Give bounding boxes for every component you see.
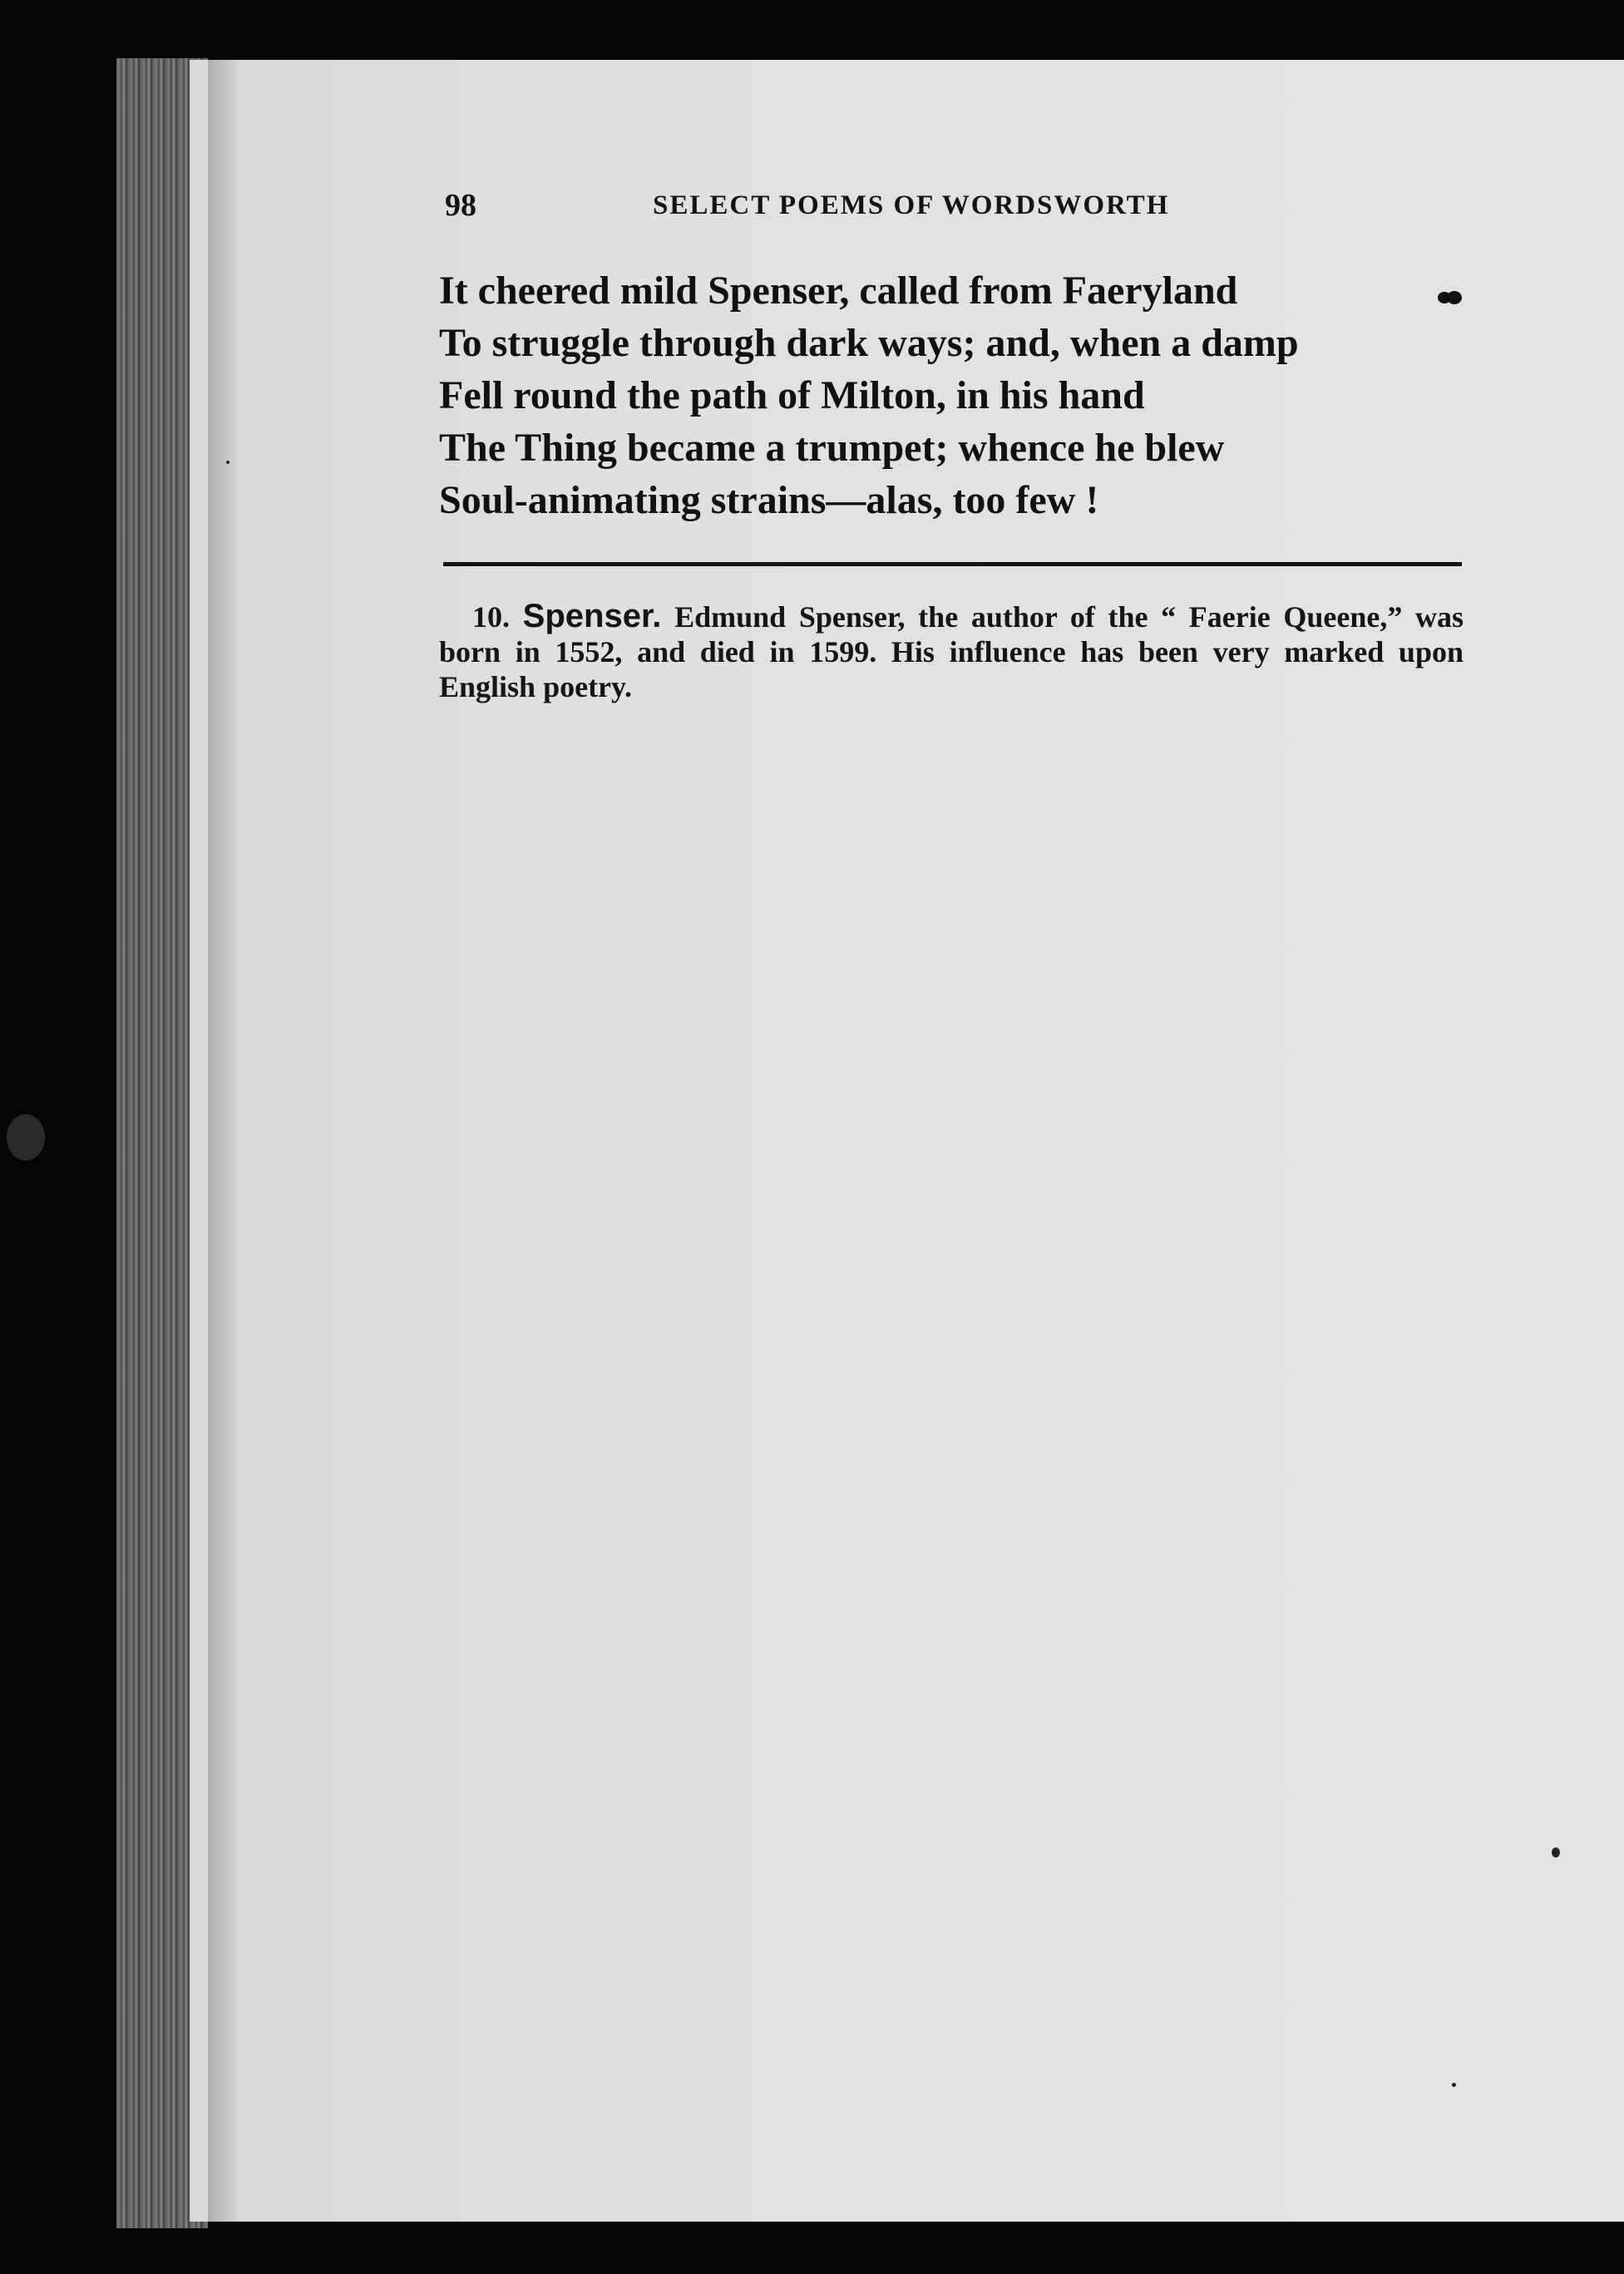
poem-line: To struggle through dark ways; and, when a damp [439,321,1299,365]
footnote-text: Edmund Spenser, the author of the “ Faerie Queene,” was born in 1552, and died in 1599. His influence has been very marked upon English poetry. [439,600,1464,703]
footnote-rule [443,562,1462,566]
ink-blot-icon [1437,289,1462,306]
page-number: 98 [445,188,476,223]
poem-line: Fell round the path of Milton, in his hand [439,373,1145,417]
paper-speck [1552,1847,1560,1857]
poem-line: The Thing became a trumpet; whence he blew [439,426,1225,470]
paper-speck [1452,2083,1456,2087]
footnote [439,599,1464,704]
paper-speck [226,461,230,464]
running-head [445,187,1276,237]
gutter-shadow [208,60,241,2222]
poem-line: Soul-animating strains—alas, too few ! [439,478,1099,522]
footnote-headword: Spenser. [522,598,662,634]
running-title: SELECT POEMS OF WORDSWORTH [653,190,1170,220]
footnote-number: 10. [472,600,510,634]
paper-speck [7,1114,45,1161]
poem-stanza [439,264,1454,526]
poem-line: It cheered mild Spenser, called from Faeryland [439,269,1238,313]
